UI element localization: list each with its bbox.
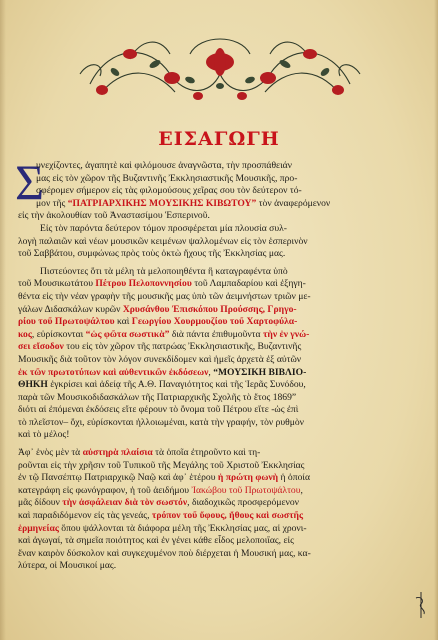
text-run: τοῦ Μουσικωτάτου [18, 278, 96, 290]
text-run: Μουσικῆς διὰ τοῦτον τὸν λόγον συνεκδίδομεν καὶ ἡμεῖς ἀρχετὰ ἐξ αὐτῶν [18, 353, 302, 365]
text-run: σφέρομεν σήμερον εἰς τὰς φιλομούσους χεῖρας σου τὸν δεύτερον τό- [36, 185, 302, 197]
text-run: ὅπου ψάλλονται τὰ διάφορα μέλη τῆς Ἐκκλησίας μας, αἱ χρονι- [58, 522, 307, 534]
text-run: , [300, 484, 303, 496]
text-run: διὰ πάντα ἐπιθυμοῦντα [169, 328, 263, 340]
text-line [18, 535, 418, 548]
text-line [18, 367, 418, 380]
text-run: Πιστεύοντες ὅτι τὰ μέλη τὰ μελοποιηθέντα ἢ καταγραφέντα ὑπὸ [40, 265, 288, 277]
text-line [18, 429, 418, 442]
text-run: Πέτρου Πελοποννησίου [95, 278, 192, 290]
text-run: ρίου τοῦ Πρωτοψάλτου [18, 316, 115, 328]
text-line [18, 236, 418, 249]
text-line [18, 548, 418, 561]
text-line [18, 404, 418, 417]
text-run: τρόπον τοῦ ὕφους, ἤθους καὶ σωστῆς [151, 510, 303, 522]
text-line [18, 379, 418, 392]
text-run: Ἀφ᾽ ἑνὸς μὲν τὰ [18, 447, 83, 459]
text-line [18, 248, 418, 261]
body-text [18, 160, 418, 573]
text-run: του εἰς τὸν χῶρον τῆς πατρώας Ἐκκλησιαστικῆς, Βυζαντινῆς [63, 341, 302, 353]
text-run: τὰ ὁποῖα ἐτηροῦντο καὶ τη- [152, 447, 261, 459]
text-run: λύτερα, οἱ Μουσικοί μας. [18, 560, 117, 572]
text-run: λογὴ παλαιῶν καὶ νέων μουσικῶν κειμένων ψαλλομένων εἰς τὸν ἑσπερινὸν [18, 235, 308, 247]
text-run: θέντα εἰς τὴν νέαν γραφὴν τῆς μουσικῆς μας ὑπὸ τῶν ἀειμνήστων τριῶν με- [18, 290, 311, 302]
text-run: κατεγράφη εἰς φωνόγραφον, ἡ τοῦ ἀειδήμου [18, 484, 192, 496]
text-line [18, 523, 418, 536]
text-run: σει εἴσοδον [18, 341, 64, 353]
drop-cap: Σ [15, 154, 45, 210]
text-run: ἡ ὁποία [278, 472, 310, 484]
text-run: μον τῆς [36, 197, 68, 209]
text-line [18, 447, 418, 460]
text-run: καὶ ἀγωγαί, τὰ σημεῖα ποιότητος καὶ ἐν γένει κάθε εἶδος μελοποιΐας, εἰς [18, 535, 294, 547]
floral-ornament-icon [70, 24, 370, 116]
text-line [18, 497, 418, 510]
text-line [18, 266, 418, 279]
text-run: παρὰ τῶν Μουσικοδιδασκάλων τῆς Πατριαρχικῆς Σχολῆς τὸ ἔτος 1869” [18, 391, 297, 403]
text-run: διότι αἱ ἐπόμεναι ἐκδόσεις εἴτε φέρουν τὸ ὄνομα τοῦ Πέτρου εἴτε -ὡς ἐπὶ [18, 404, 299, 416]
text-run: τοῦ Λαμπαδαρίου καὶ ἐξηγη- [191, 278, 306, 290]
text-line [18, 316, 418, 329]
text-run: τὸν ἀναφερόμενον [256, 197, 331, 209]
text-run: καὶ [114, 316, 132, 328]
text-run: τοῦ Σαββάτου, συμφώνως πρὸς τοὺς ὀκτὼ ἤχους τῆς Ἐκκλησίας μας. [18, 248, 286, 260]
text-line [18, 185, 418, 198]
signature-mark-icon [412, 590, 430, 620]
text-run: Γεωργίου Χουρμουζίου τοῦ Χαρτοφύλα- [131, 316, 298, 328]
text-run: υνεχίζοντες, ἀγαπητὲ καὶ φιλόμουσε ἀναγνῶστα, τὴν προσπάθειάν [36, 160, 293, 171]
text-run: “ὡς φῶτα σωστικὰ” [85, 328, 170, 340]
text-run: ἑρμηνείας [18, 522, 59, 534]
text-line [18, 354, 418, 367]
text-run: , [208, 366, 214, 378]
text-run: Εἰς τὸν παρόντα δεύτερον τόμον προσφέρεται μία πλουσία συλ- [40, 222, 287, 234]
text-run: μας εἰς τὸν χῶρον τῆς Βυζαντινῆς Ἐκκλησιαστικῆς Μουσικῆς, προ- [36, 172, 298, 184]
text-line [18, 392, 418, 405]
text-run: ἕναν καιρὸν δύσκολον καὶ συγκεχυμένον ποὺ διέρχεται ἡ Μουσική μας, κα- [18, 547, 311, 559]
text-line [18, 278, 418, 291]
text-run: αὐστηρὰ πλαίσια [82, 447, 153, 459]
text-line [18, 460, 418, 473]
text-run: , εὑρίσκονται [31, 328, 86, 340]
text-line [18, 291, 418, 304]
text-run: “ΠΑΤΡΙΑΡΧΙΚΗΣ ΜΟΥΣΙΚΗΣ ΚΙΒΩΤΟΥ” [67, 197, 257, 209]
text-run: καὶ παραδιδόμενον εἰς τὰς γενεάς, [18, 510, 152, 522]
text-line [18, 417, 418, 430]
text-line [18, 329, 418, 342]
text-line [18, 560, 418, 573]
text-line [18, 210, 418, 223]
text-run: ἡ πρώτη φωνὴ [217, 472, 279, 484]
text-run: μᾶς δίδουν [18, 497, 63, 509]
text-run: Χρυσάνθου Ἐπισκόπου Προύσσης, Γρηγο- [122, 303, 297, 315]
text-run: Ἰακώβου τοῦ Πρωτοψάλτου [191, 484, 301, 496]
text-line [18, 472, 418, 485]
text-line [18, 160, 418, 173]
text-run: ἐν τῷ Πανσέπτῳ Πατριαρχικῷ Ναῷ καὶ ἀφ᾽ ἑτέρου [18, 472, 218, 484]
text-run: γάλων Διδασκάλων κυρῶν [18, 303, 123, 315]
text-line [18, 304, 418, 317]
text-line [18, 198, 418, 211]
text-line [18, 510, 418, 523]
text-line [18, 341, 418, 354]
text-run: , διαδοχικῶς προσφερόμενον [187, 497, 299, 509]
text-run: ἐκ τῶν πρωτοτύπων καὶ αὐθεντικῶν ἐκδόσεων [18, 366, 209, 378]
text-line [18, 173, 418, 186]
text-run: ΘΗΚΗ [18, 379, 48, 391]
text-run: ἐγκρίσει καὶ ἀδείᾳ τῆς Α.Θ. Παναγιότητος καὶ τῆς Ἱερᾶς Συνόδου, [47, 379, 306, 391]
text-line [18, 223, 418, 236]
text-run: εἰς τὴν ἀκολουθίαν τοῦ Ἀναστασίμου Ἑσπερινοῦ. [18, 210, 210, 222]
text-run: τὴν ἐν γνώ- [262, 328, 310, 340]
text-run: τὸ πλεῖστον– ὄχι, εὑρίσκονται ἠλλοιωμέναι, κατὰ τὴν γραφήν, τὸν ρυθμὸν [18, 416, 305, 428]
text-run: καὶ τὸ μέλος! [18, 429, 70, 441]
text-run: τὴν ἀσφάλειαν διὰ τὸν σωστόν [62, 497, 188, 509]
page-title: ΕΙΣΑΓΩΓΗ [158, 128, 280, 150]
text-run: “ΜΟΥΣΙΚΗ ΒΙΒΛΙΟ- [213, 366, 307, 378]
text-line [18, 485, 418, 498]
text-run: ροῦνται εἰς τὴν χρῆσιν τοῦ Τυπικοῦ τῆς Μεγάλης τοῦ Χριστοῦ Ἐκκλησίας [18, 459, 305, 471]
text-run: κος [18, 328, 32, 340]
